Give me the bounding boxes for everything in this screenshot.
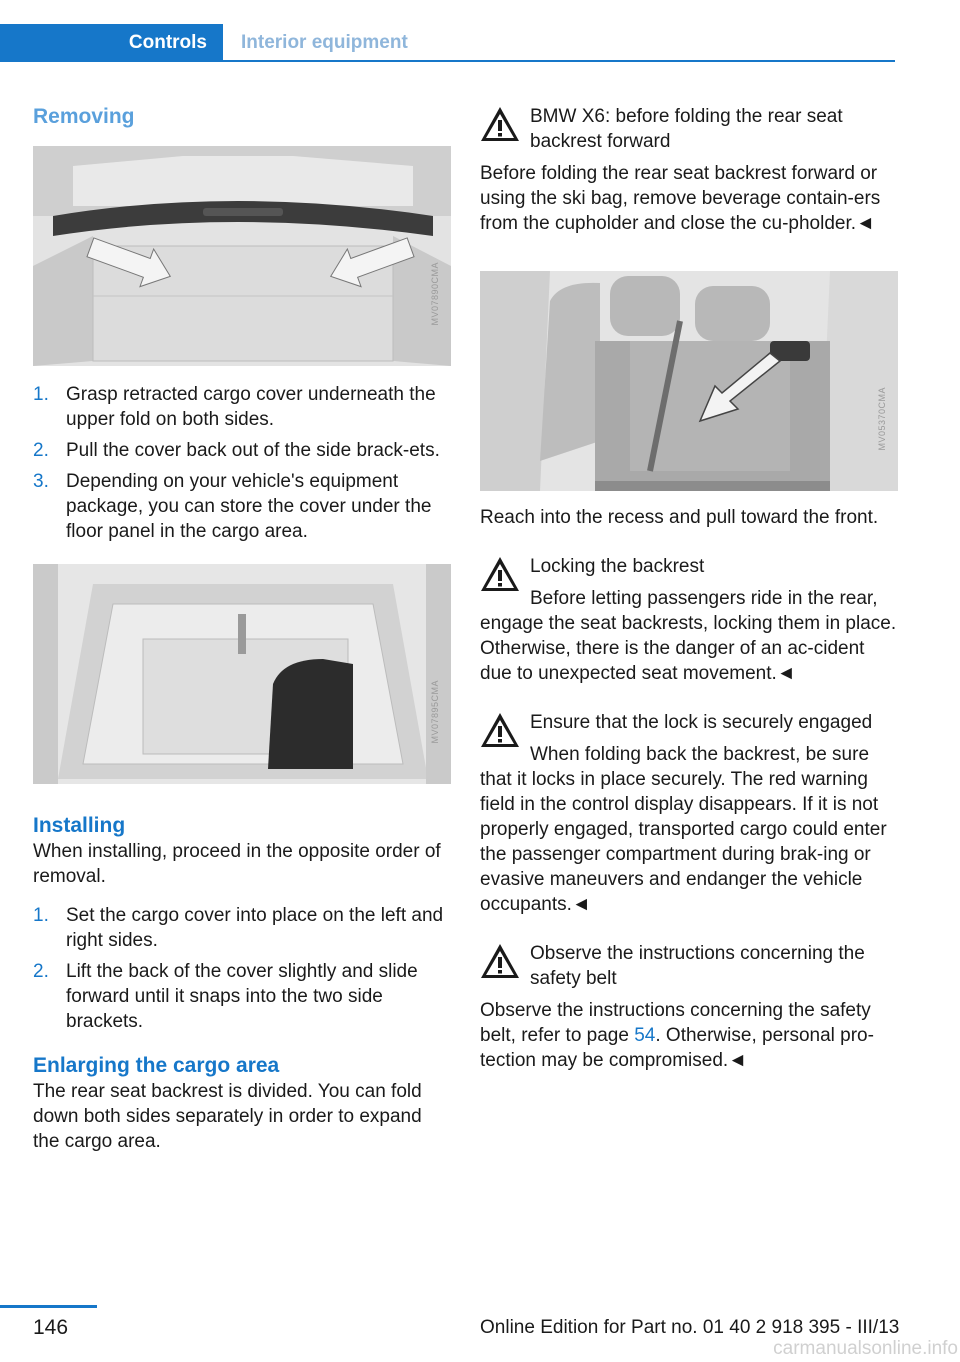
step-text: Lift the back of the cover slightly and slide forward until it snaps into the two side brackets.	[66, 961, 418, 1032]
warning-triangle-icon	[480, 556, 520, 592]
list-item	[33, 438, 453, 463]
warning-title: Observe the instructions concerning the safety belt	[530, 943, 865, 989]
step-text: Set the cargo cover into place on the left and right sides.	[66, 905, 444, 951]
page-link[interactable]: 54	[634, 1025, 656, 1046]
cargo-floor-photo	[33, 564, 451, 784]
warning-body	[480, 998, 898, 1073]
rear-seat-photo	[480, 271, 898, 491]
step-text: Pull the cover back out of the side brack‐ets.	[66, 440, 440, 461]
warning-safety-belt	[480, 941, 898, 1073]
list-item	[33, 382, 453, 432]
step-number: 2.	[33, 961, 49, 982]
warning-body-text: Observe the instructions concerning the safety belt, refer to page	[480, 1000, 871, 1046]
cargo-cover-photo	[33, 146, 451, 366]
step-text: Depending on your vehicle's equipment package, you can store the cover under the floor panel in the cargo area.	[66, 471, 432, 542]
reach-text: Reach into the recess and pull toward the front.	[480, 507, 879, 528]
list-item	[33, 903, 453, 953]
tab-interior-equipment-label: Interior equipment	[241, 32, 408, 53]
step-number: 1.	[33, 905, 49, 926]
warning-title: BMW X6: before folding the rear seat backrest forward	[530, 106, 843, 152]
removing-steps	[33, 382, 453, 544]
warning-body: engage the seat backrests, locking them in place. Otherwise, there is the danger of an ac‐cident due to unexpected seat movement.◄	[480, 613, 897, 684]
list-item	[33, 469, 453, 544]
warning-body-first-line: When folding back the backrest, be sure	[530, 744, 870, 765]
photo-code: MV05370CMA	[877, 387, 887, 451]
photo-code: MV07895CMA	[430, 680, 440, 744]
warning-beverage	[480, 104, 898, 236]
right-column	[480, 100, 898, 1073]
enlarging-heading: Enlarging the cargo area	[33, 1054, 280, 1077]
watermark: carmanualsonline.info	[773, 1338, 958, 1359]
installing-heading: Installing	[33, 814, 126, 837]
warning-title: Locking the backrest	[530, 556, 705, 577]
warning-title: Ensure that the lock is securely engaged	[530, 712, 873, 733]
warning-body-text: . Otherwise, personal pro‐tection may be compromised.◄	[480, 1025, 874, 1071]
tab-controls[interactable]	[0, 24, 223, 62]
page-number: 146	[33, 1316, 69, 1339]
tab-interior-equipment[interactable]	[223, 24, 895, 62]
warning-triangle-icon	[480, 712, 520, 748]
left-column	[33, 100, 453, 1154]
warning-triangle-icon	[480, 106, 520, 142]
tab-controls-label: Controls	[128, 32, 207, 53]
step-number: 3.	[33, 471, 49, 492]
step-text: Grasp retracted cargo cover underneath the upper fold on both sides.	[66, 384, 436, 430]
step-number: 1.	[33, 384, 49, 405]
edition-text: Online Edition for Part no. 01 40 2 918 395 - III/13	[480, 1317, 900, 1338]
warning-locking-backrest	[480, 554, 898, 686]
photo-code: MV07890CMA	[430, 262, 440, 326]
removing-heading: Removing	[33, 105, 135, 128]
warning-body-first-line: Before letting passengers ride in the rear,	[530, 588, 878, 609]
enlarging-text: The rear seat backrest is divided. You can fold down both sides separately in order to expand the cargo area.	[33, 1081, 422, 1152]
warning-body: Before folding the rear seat backrest forward or using the ski bag, remove beverage contain‐ers from the cupholder and close the cu‐pholder.◄	[480, 163, 881, 234]
step-number: 2.	[33, 440, 49, 461]
warning-lock-engaged	[480, 710, 898, 917]
footer-rule	[0, 1305, 97, 1308]
warning-body: that it locks in place securely. The red warning field in the control display disappears. If it is not properly engaged, transported cargo could enter the passenger compartment during brak‐ing or evasive maneuvers and endanger the vehicle occupants.◄	[480, 769, 887, 915]
installing-steps	[33, 903, 453, 1034]
installing-intro: When installing, proceed in the opposite order of removal.	[33, 841, 441, 887]
list-item	[33, 959, 453, 1034]
warning-triangle-icon	[480, 943, 520, 979]
